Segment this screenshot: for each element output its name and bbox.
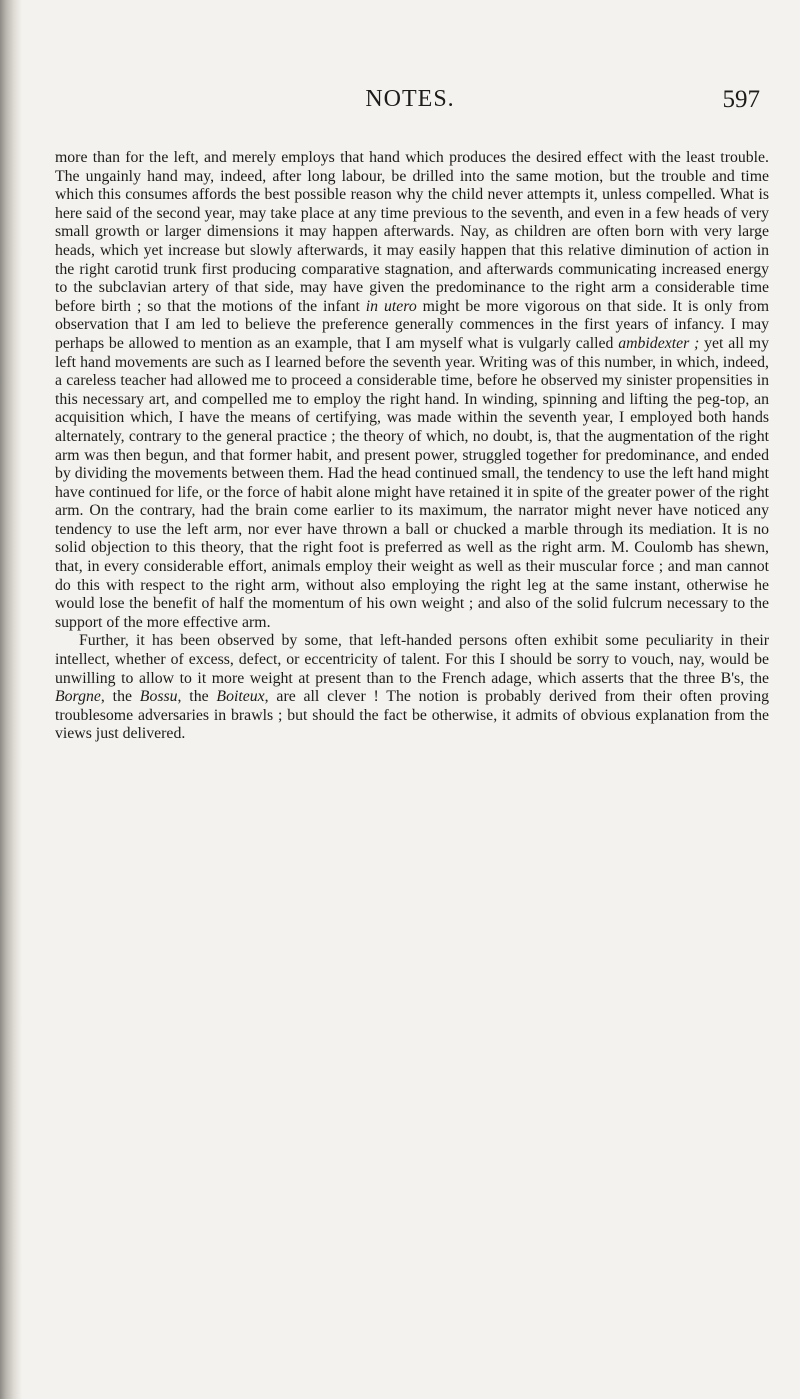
page-number: 597 xyxy=(722,86,760,113)
paragraph-2 xyxy=(55,632,769,744)
text-run: , the xyxy=(177,688,217,706)
body-text xyxy=(55,149,769,744)
italic-text-run: Boiteux xyxy=(216,688,265,706)
italic-text-run: Borgne xyxy=(55,688,101,706)
paragraph-1 xyxy=(55,149,769,632)
book-spine-shadow xyxy=(0,0,22,1399)
text-run: , are all clever ! The notion is probably derived from their often proving troublesome adversaries in brawls ; but should the fact be otherwise, it admits of obvious explanation from the views just delivered. xyxy=(55,688,769,743)
text-run: might be more vigorous on that side. It is only from observation that I am led to believe the preference generally commences in the first years of infancy. I may perhaps be allowed to mention as an example, that I am myself what is vulgarly called xyxy=(55,297,769,352)
page-header xyxy=(60,84,760,120)
italic-text-run: in utero xyxy=(365,297,417,315)
running-head: NOTES. xyxy=(365,86,455,112)
text-run: , the xyxy=(100,688,140,706)
text-run: yet all my left hand movements are such as I learned before the seventh year. Writing was of this number, in which, indeed, a careless teacher had allowed me to proceed a considerable time, before he observed my sinister propensities in this necessary art, and compelled me to employ the right hand. In winding, spinning and lifting the peg-top, an acquisition which, I have the means of certifying, was made within the seventh year, I employed both hands alternately, contrary to the general practice ; the theory of which, no doubt, is, that the augmentation of the right arm was then begun, and that former habit, and present power, struggled together for predominance, and ended by dividing the movements between them. Had the head continued small, the tendency to use the left hand might have continued for life, or the force of habit alone might have retained it in spite of the greater power of the right arm. On the contrary, had the brain come earlier to its maximum, the narrator might never have noticed any tendency to use the left arm, nor ever have thrown a ball or chucked a marble through its mediation. It is no solid objection to this theory, that the right foot is preferred as well as the right arm. M. Coulomb has shewn, that, in every considerable effort, animals employ their weight as well as their muscular force ; and man cannot do this with respect to the right arm, without also employing the right leg at the same instant, otherwise he would lose the benefit of half the momentum of his own weight ; and also of the solid fulcrum necessary to the support of the more effective arm. xyxy=(55,334,769,631)
italic-text-run: ambidexter ; xyxy=(618,334,700,352)
italic-text-run: Bossu xyxy=(139,688,178,706)
text-run: Further, it has been observed by some, that left-handed persons often exhibit some peculiarity in their intellect, whether of excess, defect, or eccentricity of talent. For this I should be sorry to vouch, nay, would be unwilling to allow to it more weight at present than to the French adage, which asserts that the three B's, the xyxy=(55,632,769,687)
text-run: more than for the left, and merely employs that hand which produces the desired effect with the least trouble. The ungainly hand may, indeed, after long labour, be drilled into the same motion, but the trouble and time which this consumes affords the best possible reason why the child never attempts it, unless compelled. What is here said of the second year, may take place at any time previous to the seventh, and even in a few heads of very small growth or larger dimensions it may happen afterwards. Nay, as children are often born with very large heads, which yet increase but slowly afterwards, it may easily happen that this relative diminution of action in the right carotid trunk first producing comparative stagnation, and afterwards communicating increased energy to the subclavian artery of that side, may have given the predominance to the right arm a considerable time before birth ; so that the motions of the infant xyxy=(55,149,769,315)
